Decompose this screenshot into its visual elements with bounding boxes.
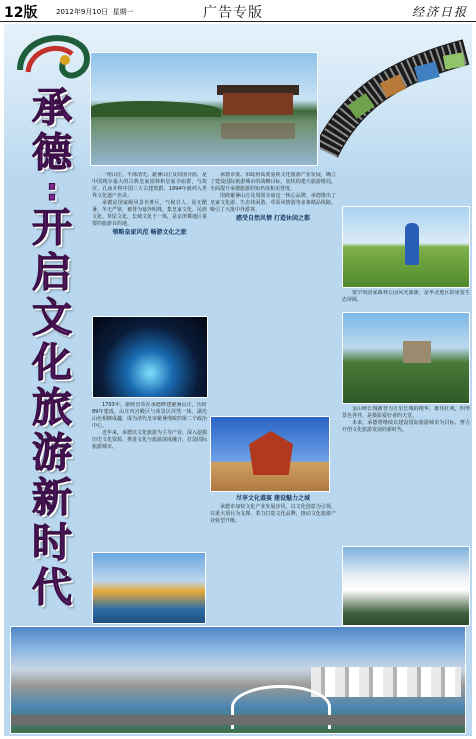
fountain-night-photo xyxy=(92,316,208,398)
headline-char: 化 xyxy=(32,340,72,386)
article-column xyxy=(92,172,207,308)
newspaper-name: 经济日报 xyxy=(411,5,468,19)
weekday-text: 星期一 xyxy=(112,8,134,16)
article-paragraph: 塞罕坝国家森林公园风光旖旎，是华北地区的重要生态屏障。 xyxy=(342,290,470,303)
girl-figure xyxy=(405,223,419,265)
page-header xyxy=(0,0,476,22)
article-paragraph: 围绕避暑山庄及周围寺庙这一核心品牌，承德推出了皇家文化游、生态休闲游、草原风情游等多条精品线路，吸引了大批中外游客。 xyxy=(210,193,336,213)
headline-char: 启 xyxy=(32,250,72,296)
riverside-road xyxy=(11,715,466,725)
headline-char: 旅 xyxy=(32,385,72,431)
palace-hall xyxy=(223,93,293,115)
article-paragraph: 一座山庄，半部清史。避暑山庄及周围寺庙，是中国现存最大的古典皇家园林和皇家寺庙群，与故宫、孔庙并称中国三大古建筑群，1994年被列入世界文化遗产名录。 xyxy=(92,172,207,199)
section-subhead: 领略皇家风范 畅游文化之旅 xyxy=(112,229,187,236)
headline-char: 承 xyxy=(32,85,72,131)
misty-mountain-photo xyxy=(342,546,470,626)
article-paragraph: 近年来，承德以文化旅游为主导产业，深入挖掘历史文化资源，推进文化与旅游深度融合，打造国际旅游城市。 xyxy=(92,430,207,450)
article-paragraph: 承德市加快文化产业发展步伐，以文化创意为引领，以重大项目为支撑，着力打造文化品牌，推动文化旅游产业转型升级。 xyxy=(210,504,336,524)
article-column xyxy=(92,402,207,550)
article-column xyxy=(342,290,470,310)
headline-char: 时 xyxy=(32,520,72,566)
article-column xyxy=(342,406,470,544)
headline-char: 德 xyxy=(32,130,72,176)
film-strip-icon xyxy=(320,32,470,162)
lake-reflection xyxy=(221,123,295,139)
section-title: 广告专版 xyxy=(203,5,263,21)
headline-char: 开 xyxy=(32,205,72,251)
article-paragraph: 承德市委、市政府高度重视文化旅游产业发展，确立了建设国际旅游城市的战略目标，加快构建大旅游格局，全面提升承德旅游的知名度和美誉度。 xyxy=(210,172,336,192)
article-paragraph: 金山岭长城被誉为万里长城的精华，雄伟壮观，四季景色各异，是摄影爱好者的天堂。 xyxy=(342,406,470,419)
section-subhead: 感受自然风情 打造休闲之都 xyxy=(235,215,311,222)
headline-char: 代 xyxy=(32,565,72,611)
great-wall-photo xyxy=(342,312,470,404)
temple-pavilion-photo xyxy=(210,416,330,492)
temple-tower xyxy=(249,431,293,475)
headline-char: 文 xyxy=(32,295,72,341)
section-subhead: 尽享文化盛宴 建设魅力之城 xyxy=(235,495,311,502)
issue-date xyxy=(56,7,134,17)
article-paragraph: 未来，承德将继续以建设国际旅游城市为目标，努力开创文化旅游发展的新时代。 xyxy=(342,420,470,433)
autumn-lake-photo xyxy=(92,552,206,624)
headline-char: : xyxy=(46,173,58,208)
article-column xyxy=(210,494,336,624)
page-number: 12版 xyxy=(4,5,38,21)
headline-vertical xyxy=(24,86,80,611)
headline-char: 新 xyxy=(32,475,72,521)
advert-spread xyxy=(4,24,472,736)
city-buildings xyxy=(311,667,461,697)
watchtower xyxy=(403,341,431,363)
date-text: 2012年9月10日 xyxy=(56,8,109,16)
article-paragraph: 承德是国家级风景名胜区，气候宜人，夏无酷暑，冬无严寒，被誉为塞外明珠，集皇家文化、民族文化、草原文化、长城文化于一体，是京津冀地区重要的旅游目的地。 xyxy=(92,200,207,227)
grassland-girl-photo xyxy=(342,206,470,288)
palace-lake-photo xyxy=(90,52,318,166)
headline-char: 游 xyxy=(32,430,72,476)
city-bridge-photo xyxy=(10,626,466,734)
article-column xyxy=(210,172,336,412)
treeline xyxy=(91,101,221,117)
article-paragraph: 1703年，康熙皇帝在承德修建避暑山庄，历时89年建成，山庄内宫殿区与苑景区浑然一体，湖光山色相映成趣，成为清代皇帝避暑理政的第二个政治中心。 xyxy=(92,402,207,429)
